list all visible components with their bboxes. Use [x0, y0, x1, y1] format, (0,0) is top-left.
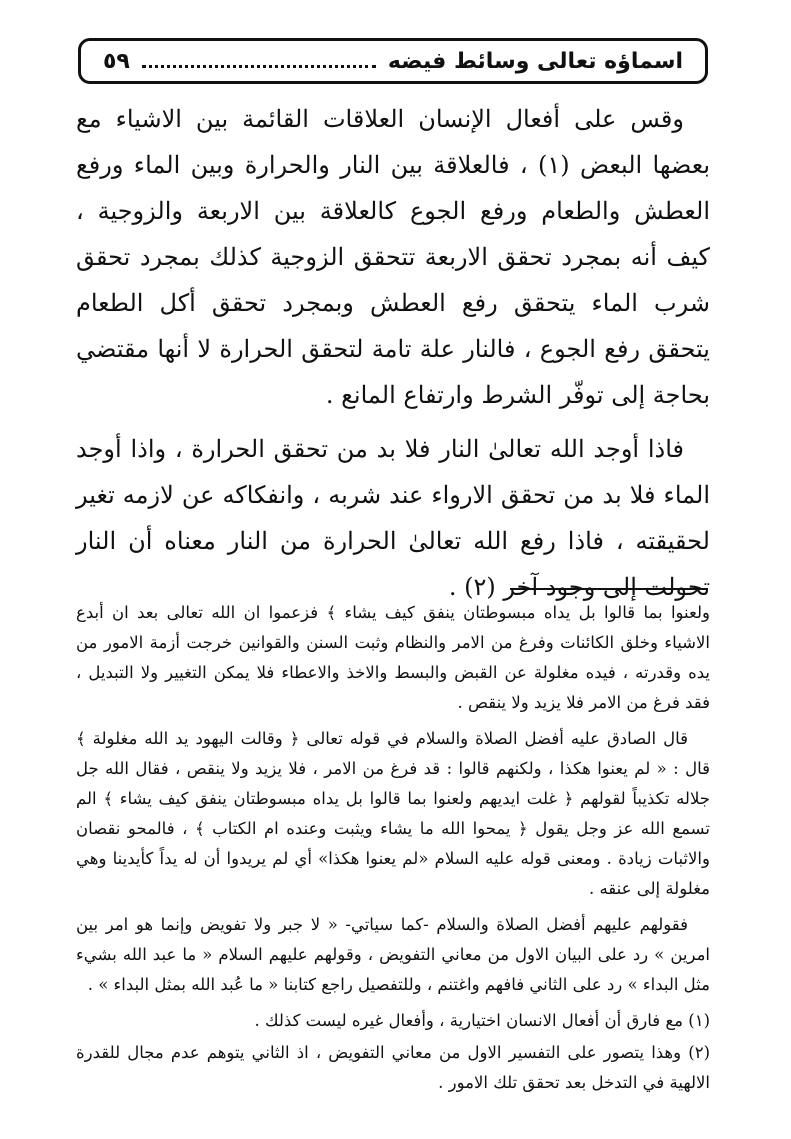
- footnote-paragraph-2: قال الصادق عليه أفضل الصلاة والسلام في قوله تعالى ﴿ وقالت اليهود يد الله مغلولة ﴾ قال : « لم يعنوا هكذا ، ولكنهم قالوا : قد فرغ من الامر ، فلا يزيد ولا ينقص ، فقال الله جل جلاله تكذيباً لقولهم ﴿ غلت ايديهم ولعنوا بما قالوا بل يداه مبسوطتان ينفق كيف يشاء ﴾ الم تسمع الله عز وجل يقول ﴿ يمحوا الله ما يشاء ويثبت وعنده ام الكتاب ﴾ ، فالمحو نقصان والاثبات زيادة . ومعنى قوله عليه السلام «لم يعنوا هكذا» أي لم يريدوا أن له يداً كأيدينا وهي مغلولة إلى عنقه .: [76, 729, 710, 898]
- page-number: ٥٩: [103, 48, 130, 74]
- footnotes-section: [76, 598, 710, 1098]
- header-title: اسماؤه تعالى وسائط فيضه: [387, 48, 683, 74]
- body-paragraph-1: وقس على أفعال الإنسان العلاقات القائمة بين الاشياء مع بعضها البعض (١) ، فالعلاقة بين النار والحرارة وبين الماء ورفع العطش والطعام ورفع الجوع كالعلاقة بين الاربعة والزوجية ، كيف أنه بمجرد تحقق الاربعة تتحقق الزوجية كذلك بمجرد تحقق شرب الماء يتحقق رفع العطش وبمجرد تحقق أكل الطعام يتحقق رفع الجوع ، فالنار علة تامة لتحقق الحرارة لا أنها مقتضي بحاجة إلى توفّر الشرط وارتفاع المانع .: [76, 105, 710, 409]
- body-paragraph-2: فاذا أوجد الله تعالىٰ النار فلا بد من تحقق الحرارة ، واذا أوجد الماء فلا بد من تحقق الارواء عند شربه ، وانفكاكه عن لازمه تغير لحقيقته ، فاذا رفع الله تعالىٰ الحرارة من النار معناه أن النار تحولت إلى وجود آخر (٢) .: [76, 435, 710, 601]
- main-text: [76, 96, 710, 618]
- footnote-continuation: ولعنوا بما قالوا بل يداه مبسوطتان ينفق كيف يشاء ﴾ فزعموا ان الله تعالى بعد ان أبدع الاشياء وخلق الكائنات وفرغ من الامر والنظام وثبت السنن والقوانين خرجت أزمة الامور من يده وقدرته ، فيده مغلولة عن القبض والبسط والاخذ والاعطاء فلا يمكن التغيير ولا التبديل ، فقد فرغ من الامر فلا يزيد ولا ينقص .: [76, 603, 710, 712]
- running-header: [78, 38, 708, 84]
- footnote-2: (٢) وهذا يتصور على التفسير الاول من معاني التفويض ، اذ الثاني يتوهم عدم مجال للقدرة الالهية في التدخل بعد تحقق تلك الامور .: [76, 1043, 710, 1092]
- header-dot-leader: [142, 65, 376, 68]
- footnote-1: (١) مع فارق أن أفعال الانسان اختيارية ، وأفعال غيره ليست كذلك .: [254, 1011, 710, 1030]
- footnote-separator: [510, 588, 708, 590]
- footnote-paragraph-3: فقولهم عليهم أفضل الصلاة والسلام -كما سياتي- « لا جبر ولا تفويض وإنما هو امر بين امرين » رد على البيان الاول من معاني التفويض ، وقولهم عليهم السلام « ما عبد الله بشيء مثل البداء » رد على الثاني فافهم واغتنم ، وللتفصيل راجع كتابنا « ما عُبد الله بمثل البداء » .: [76, 915, 710, 994]
